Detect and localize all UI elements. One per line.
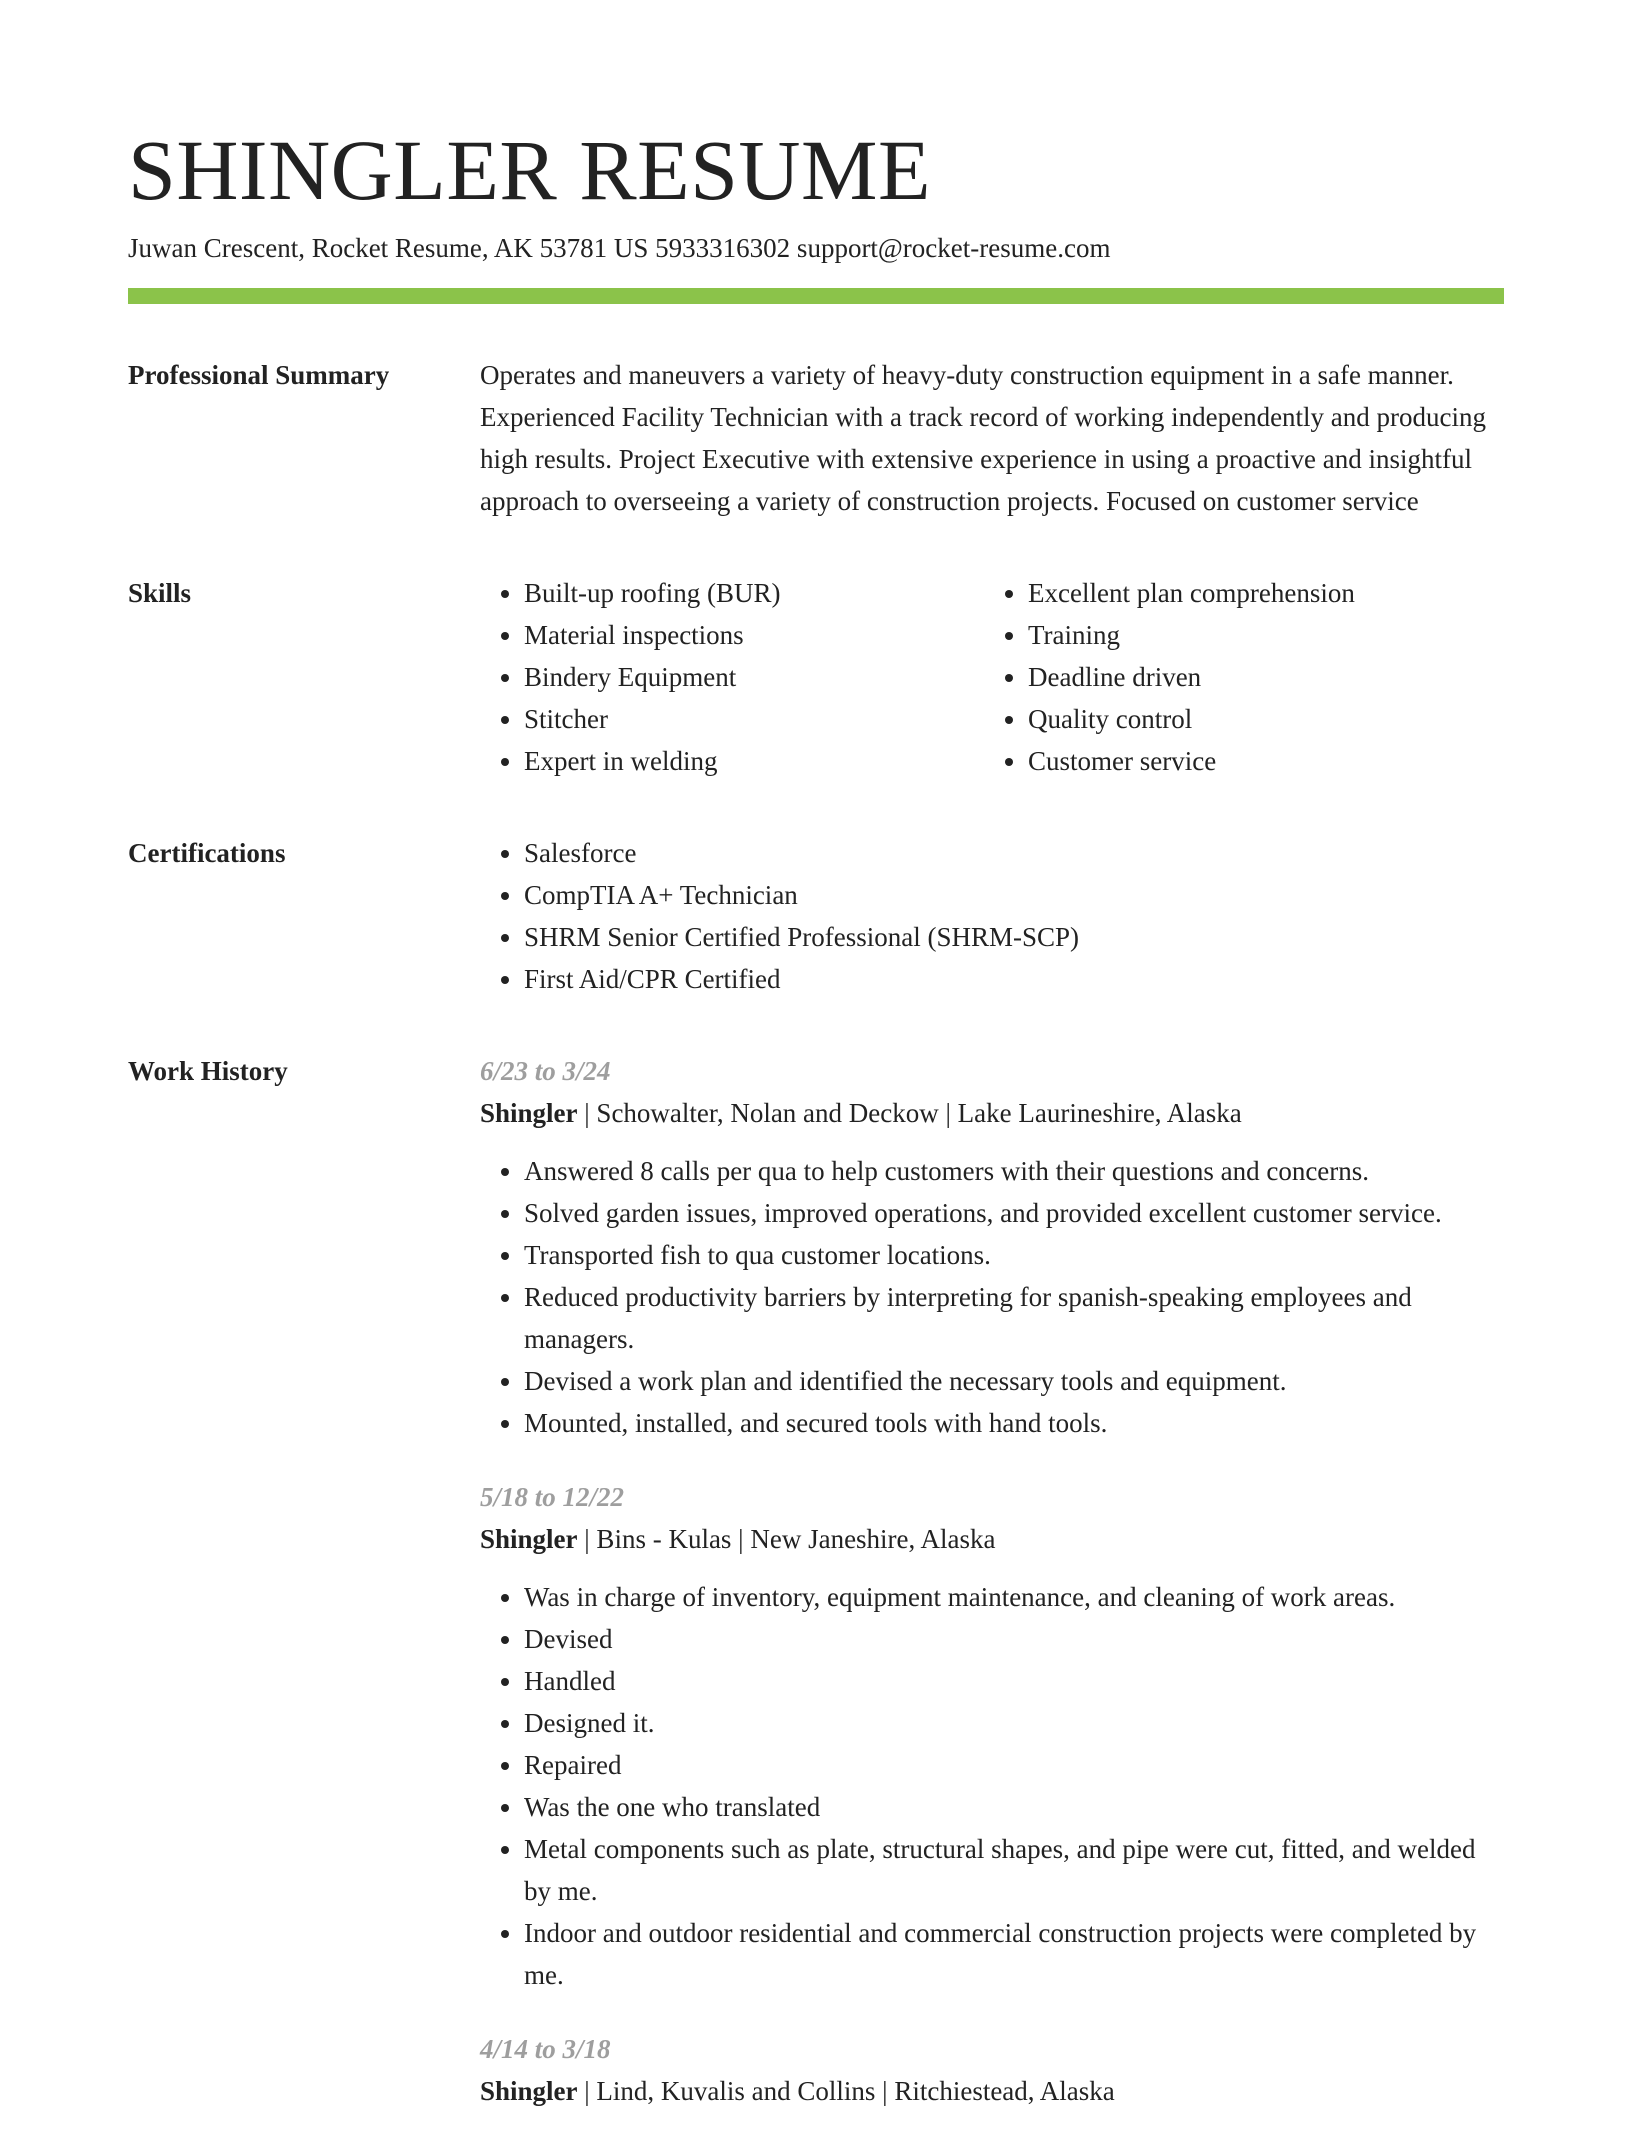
- job-line: [480, 2070, 1504, 2112]
- job-dates: 5/18 to 12/22: [480, 1482, 625, 1512]
- certifications-list: [480, 832, 1504, 1000]
- job-bullet: • Solved garden issues, improved operations, and provided excellent customer service.: [524, 1192, 1504, 1234]
- job-dates: 6/23 to 3/24: [480, 1056, 611, 1086]
- skill-item: • Excellent plan comprehension: [1028, 572, 1488, 614]
- job-employer: | Lind, Kuvalis and Collins | Ritchiestead, Alaska: [577, 2076, 1115, 2106]
- job-bullet: • Reduced productivity barriers by interpreting for spanish-speaking employees and managers.: [524, 1276, 1504, 1360]
- job-employer: | Bins - Kulas | New Janeshire, Alaska: [577, 1524, 996, 1554]
- skill-item: • Stitcher: [524, 698, 984, 740]
- job-bullet: • Answered 8 calls per qua to help customers with their questions and concerns.: [524, 1150, 1504, 1192]
- skill-item: • Deadline driven: [1028, 656, 1488, 698]
- job-employer: | Schowalter, Nolan and Deckow | Lake Laurineshire, Alaska: [577, 1098, 1242, 1128]
- job-title: Shingler: [480, 2076, 578, 2106]
- work-history-section: [128, 1050, 1504, 2144]
- skill-item: • Customer service: [1028, 740, 1488, 782]
- job-bullet: • Was in charge of inventory, equipment maintenance, and cleaning of work areas.: [524, 1576, 1504, 1618]
- skill-item: • Material inspections: [524, 614, 984, 656]
- job-bullets: [480, 1576, 1504, 1996]
- skills-label: Skills: [128, 578, 192, 608]
- job-entry: [480, 1476, 1504, 1996]
- resume-page: [128, 120, 1504, 2144]
- job-line: [480, 1092, 1504, 1134]
- summary-label: Professional Summary: [128, 360, 390, 390]
- job-bullet: • Designed it.: [524, 1702, 1504, 1744]
- job-title: Shingler: [480, 1524, 578, 1554]
- job-bullets: [480, 1150, 1504, 1444]
- certifications-section: [128, 832, 1504, 1000]
- certification-item: • Salesforce: [524, 832, 1504, 874]
- job-dates: 4/14 to 3/18: [480, 2034, 611, 2064]
- job-bullet: • Handled: [524, 1660, 1504, 1702]
- job-bullet: • Repaired: [524, 1744, 1504, 1786]
- job-entry: [480, 1050, 1504, 1444]
- header-divider: [128, 288, 1504, 304]
- skill-item: • Quality control: [1028, 698, 1488, 740]
- summary-text: Operates and maneuvers a variety of heavy-duty construction equipment in a safe manner. Experienced Facility Technician with a track record of working independently and producing high results. Project Executive with extensive experience in using a proactive and insightful approach to overseeing a variety of construction projects. Focused on customer service: [480, 360, 1487, 516]
- resume-title: SHINGLER RESUME: [128, 122, 932, 218]
- job-title: Shingler: [480, 1098, 578, 1128]
- skill-item: • Built-up roofing (BUR): [524, 572, 984, 614]
- skills-list-left: [480, 572, 984, 782]
- job-bullet: • Metal components such as plate, structural shapes, and pipe were cut, fitted, and welded by me.: [524, 1828, 1504, 1912]
- certification-item: • CompTIA A+ Technician: [524, 874, 1504, 916]
- job-bullet: • Indoor and outdoor residential and commercial construction projects were completed by me.: [524, 1912, 1504, 1996]
- certification-item: • First Aid/CPR Certified: [524, 958, 1504, 1000]
- job-bullet: • Transported fish to qua customer locations.: [524, 1234, 1504, 1276]
- summary-section: [128, 354, 1504, 522]
- job-line: [480, 1518, 1504, 1560]
- job-bullet: • Was the one who translated: [524, 1786, 1504, 1828]
- contact-line: Juwan Crescent, Rocket Resume, AK 53781 US 5933316302 support@rocket-resume.com: [128, 233, 1111, 263]
- skill-item: • Expert in welding: [524, 740, 984, 782]
- skills-section: [128, 572, 1504, 782]
- skill-item: • Training: [1028, 614, 1488, 656]
- job-bullet: • Devised: [524, 1618, 1504, 1660]
- job-bullet: • Mounted, installed, and secured tools with hand tools.: [524, 1402, 1504, 1444]
- certifications-label: Certifications: [128, 838, 286, 868]
- certification-item: • SHRM Senior Certified Professional (SHRM-SCP): [524, 916, 1504, 958]
- skill-item: • Bindery Equipment: [524, 656, 984, 698]
- job-bullet: • Devised a work plan and identified the necessary tools and equipment.: [524, 1360, 1504, 1402]
- job-entry: [480, 2028, 1504, 2112]
- skills-list-right: [984, 572, 1488, 782]
- work-history-label: Work History: [128, 1056, 288, 1086]
